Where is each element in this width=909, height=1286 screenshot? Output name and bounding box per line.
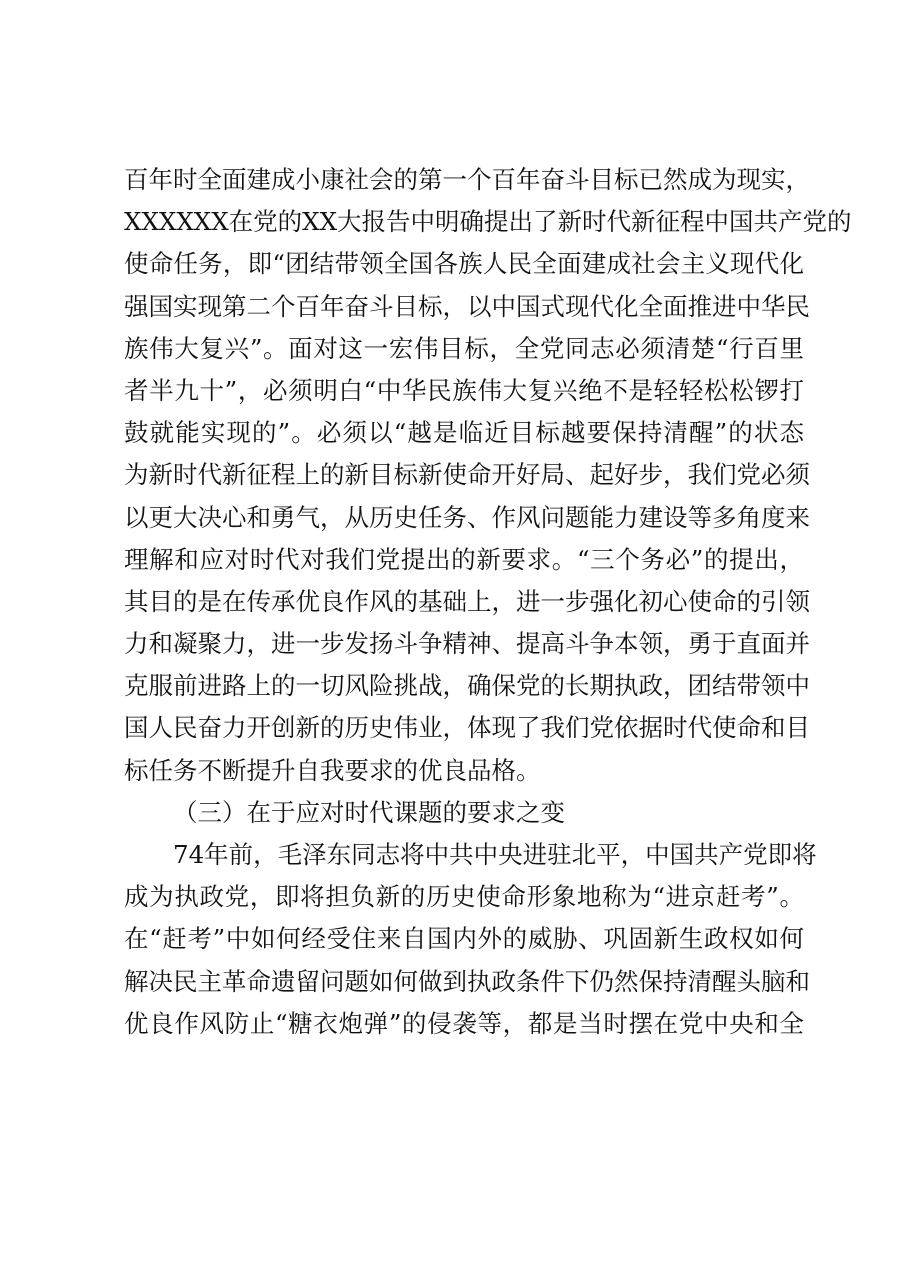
paragraph-first-line: 74年前，毛泽东同志将中共中央进驻北平，中国共产党即将 [173, 840, 817, 869]
text-line: 族伟大复兴”。面对这一宏伟目标，全党同志必须清楚“行百里 [124, 333, 804, 363]
text-line: 以更大决心和勇气，从历史任务、作风问题能力建设等多角度来 [124, 502, 810, 532]
text-line: 鼓就能实现的”。必须以“越是临近目标越要保持清醒”的状态 [124, 418, 804, 448]
text-line: 使命任务，即“团结带领全国各族人民全面建成社会主义现代化 [124, 249, 804, 279]
text-line: 在“赶考”中如何经受住来自国内外的威胁、巩固新生政权如何 [124, 924, 804, 954]
text-line: 国人民奋力开创新的历史伟业，体现了我们党依据时代使命和目 [124, 713, 810, 743]
section-heading: （三）在于应对时代课题的要求之变 [173, 797, 565, 827]
text-line: 理解和应对时代对我们党提出的新要求。“三个务必”的提出， [124, 544, 804, 574]
text-line: 解决民主革命遗留问题如何做到执政条件下仍然保持清醒头脑和 [124, 966, 810, 996]
text-line: XXXXXX在党的XX大报告中明确提出了新时代新征程中国共产党的 [124, 207, 852, 237]
text-line: 力和凝聚力，进一步发扬斗争精神、提高斗争本领，勇于直面并 [124, 629, 810, 659]
text-line: 百年时全面建成小康社会的第一个百年奋斗目标已然成为现实， [124, 165, 810, 194]
text-line: 优良作风防止“糖衣炮弹”的侵袭等，都是当时摆在党中央和全 [124, 1008, 804, 1038]
text-line: 强国实现第二个百年奋斗目标，以中国式现代化全面推进中华民 [124, 291, 810, 321]
text-line: 者半九十”，必须明白“中华民族伟大复兴绝不是轻轻松松锣打 [124, 375, 804, 405]
text-line: 为新时代新征程上的新目标新使命开好局、起好步，我们党必须 [124, 460, 810, 490]
body-text [124, 159, 852, 1045]
text-line: 成为执政党，即将担负新的历史使命形象地称为“进京赶考”。 [124, 882, 804, 912]
text-line: 克服前进路上的一切风险挑战，确保党的长期执政，团结带领中 [124, 671, 810, 701]
paragraph-last-line: 标任务不断提升自我要求的优良品格。 [124, 755, 541, 785]
text-line: 其目的是在传承优良作风的基础上，进一步强化初心使命的引领 [124, 586, 810, 616]
